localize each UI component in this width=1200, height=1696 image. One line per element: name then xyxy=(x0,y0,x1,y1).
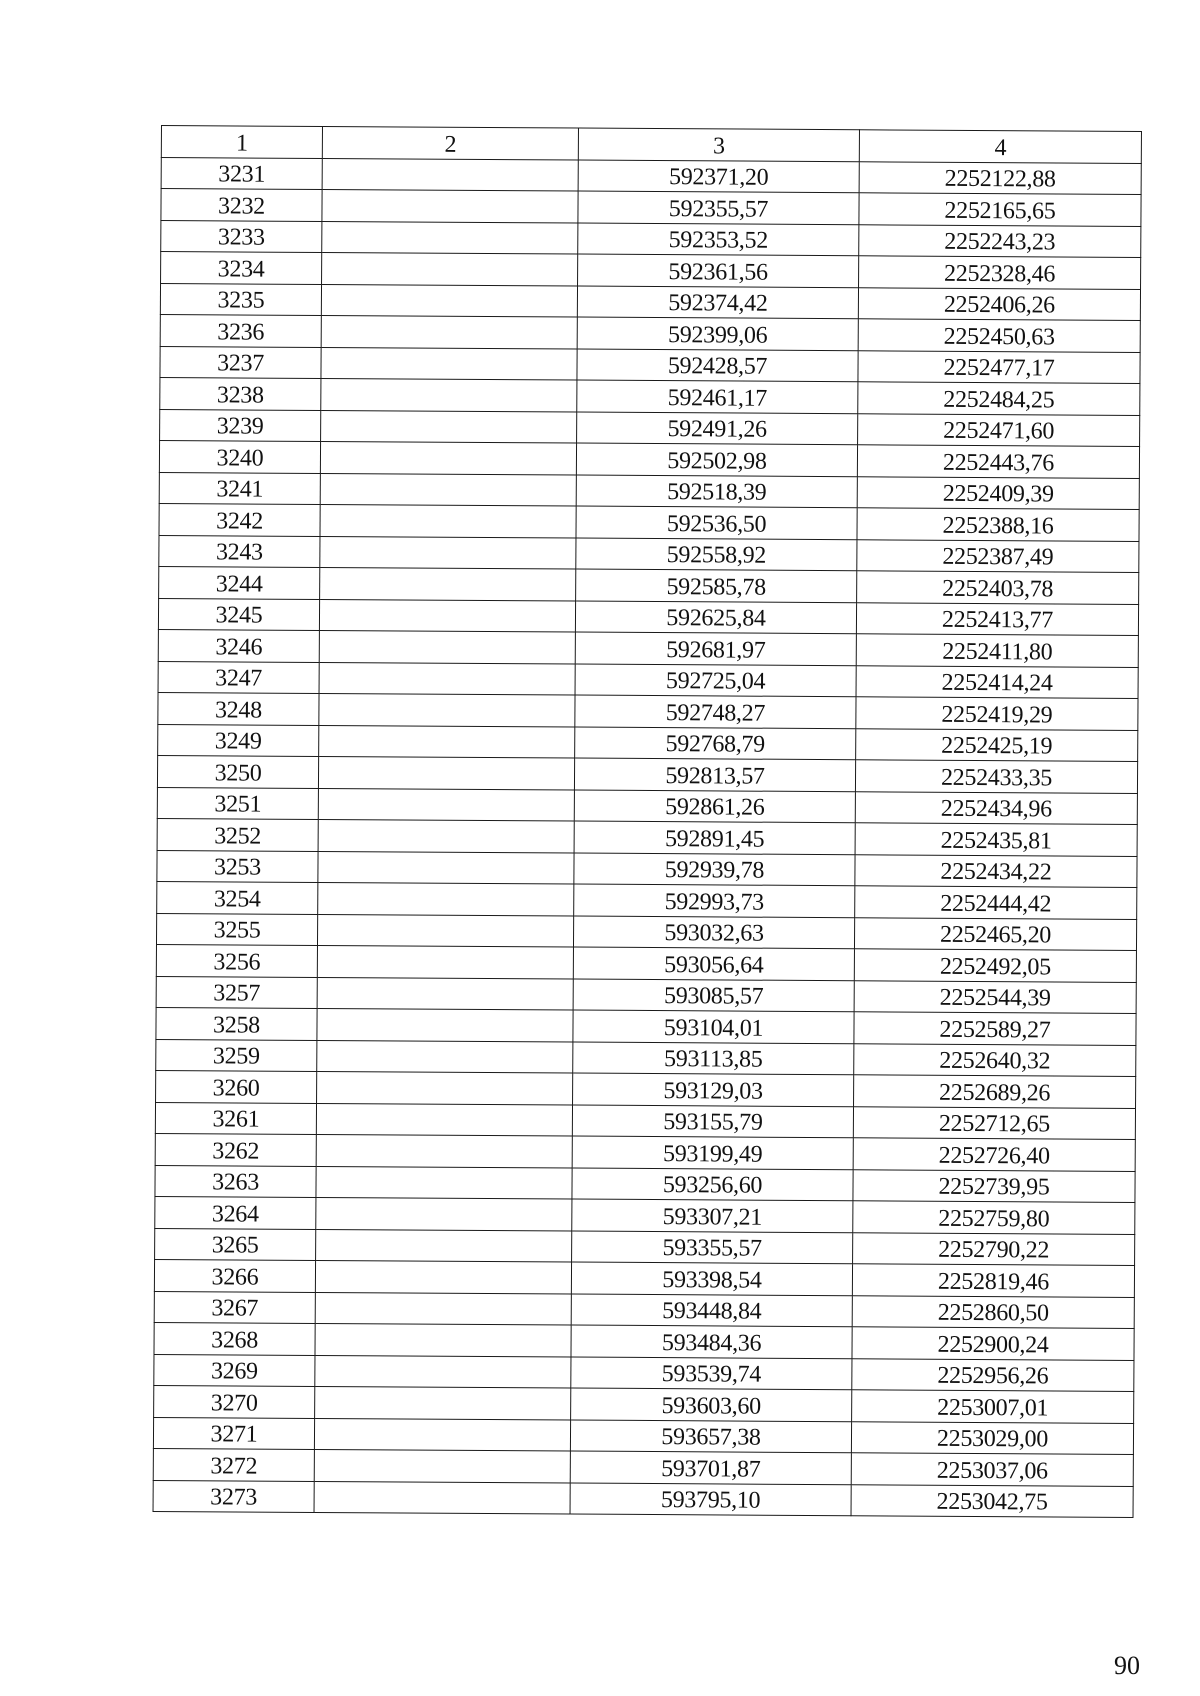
y-coordinate-cell: 2252425,19 xyxy=(856,728,1138,761)
x-coordinate-cell: 593448,84 xyxy=(571,1294,852,1327)
y-coordinate-cell: 2252900,24 xyxy=(852,1327,1134,1360)
y-coordinate-cell: 2252712,65 xyxy=(853,1106,1135,1139)
header-cell-2: 2 xyxy=(322,126,578,159)
y-coordinate-cell: 2252434,22 xyxy=(855,854,1137,887)
table-row xyxy=(153,1480,1133,1517)
empty-cell xyxy=(322,252,578,285)
y-coordinate-cell: 2252759,80 xyxy=(853,1201,1135,1234)
point-number-cell: 3234 xyxy=(161,252,322,284)
y-coordinate-cell: 2252484,25 xyxy=(858,382,1140,415)
point-number-cell: 3243 xyxy=(159,535,320,567)
coordinates-table xyxy=(153,125,1142,1518)
point-number-cell: 3260 xyxy=(156,1070,317,1102)
point-number-cell: 3235 xyxy=(160,283,321,315)
y-coordinate-cell: 2252443,76 xyxy=(857,445,1139,478)
point-number-cell: 3269 xyxy=(154,1354,315,1386)
y-coordinate-cell: 2252450,63 xyxy=(858,319,1140,352)
x-coordinate-cell: 593307,21 xyxy=(572,1199,853,1232)
empty-cell xyxy=(321,378,577,411)
empty-cell xyxy=(317,914,573,947)
x-coordinate-cell: 593603,60 xyxy=(571,1388,852,1421)
point-number-cell: 3255 xyxy=(156,913,317,945)
y-coordinate-cell: 2252414,24 xyxy=(856,665,1138,698)
point-number-cell: 3247 xyxy=(158,661,319,693)
point-number-cell: 3239 xyxy=(160,409,321,441)
point-number-cell: 3252 xyxy=(157,818,318,850)
point-number-cell: 3237 xyxy=(160,346,321,378)
y-coordinate-cell: 2252689,26 xyxy=(854,1075,1136,1108)
point-number-cell: 3267 xyxy=(154,1291,315,1323)
x-coordinate-cell: 593129,03 xyxy=(573,1073,854,1106)
header-cell-1: 1 xyxy=(161,126,322,158)
x-coordinate-cell: 592768,79 xyxy=(575,727,856,760)
x-coordinate-cell: 592585,78 xyxy=(576,569,857,602)
empty-cell xyxy=(316,1166,572,1199)
empty-cell xyxy=(315,1260,571,1293)
point-number-cell: 3270 xyxy=(154,1385,315,1417)
point-number-cell: 3254 xyxy=(157,881,318,913)
x-coordinate-cell: 592681,97 xyxy=(575,632,856,665)
y-coordinate-cell: 2252477,17 xyxy=(858,350,1140,383)
empty-cell xyxy=(316,1103,572,1136)
y-coordinate-cell: 2252434,96 xyxy=(855,791,1137,824)
empty-cell xyxy=(320,473,576,506)
x-coordinate-cell: 593701,87 xyxy=(570,1451,851,1484)
point-number-cell: 3271 xyxy=(153,1417,314,1449)
y-coordinate-cell: 2252403,78 xyxy=(857,571,1139,604)
x-coordinate-cell: 593032,63 xyxy=(573,916,854,949)
point-number-cell: 3259 xyxy=(156,1039,317,1071)
x-coordinate-cell: 592813,57 xyxy=(574,758,855,791)
y-coordinate-cell: 2252790,22 xyxy=(853,1232,1135,1265)
empty-cell xyxy=(321,410,577,443)
empty-cell xyxy=(318,756,574,789)
x-coordinate-cell: 592748,27 xyxy=(575,695,856,728)
empty-cell xyxy=(319,662,575,695)
point-number-cell: 3253 xyxy=(157,850,318,882)
point-number-cell: 3262 xyxy=(155,1133,316,1165)
x-coordinate-cell: 593539,74 xyxy=(571,1357,852,1390)
x-coordinate-cell: 592491,26 xyxy=(577,412,858,445)
empty-cell xyxy=(315,1292,571,1325)
x-coordinate-cell: 592536,50 xyxy=(576,506,857,539)
x-coordinate-cell: 592861,26 xyxy=(574,790,855,823)
x-coordinate-cell: 592891,45 xyxy=(574,821,855,854)
y-coordinate-cell: 2252387,49 xyxy=(857,539,1139,572)
point-number-cell: 3246 xyxy=(158,629,319,661)
empty-cell xyxy=(315,1355,571,1388)
y-coordinate-cell: 2253037,06 xyxy=(851,1453,1133,1486)
y-coordinate-cell: 2252492,05 xyxy=(854,949,1136,982)
empty-cell xyxy=(319,725,575,758)
y-coordinate-cell: 2253029,00 xyxy=(851,1421,1133,1454)
y-coordinate-cell: 2252465,20 xyxy=(854,917,1136,950)
x-coordinate-cell: 592353,52 xyxy=(578,223,859,256)
point-number-cell: 3233 xyxy=(161,220,322,252)
empty-cell xyxy=(321,347,577,380)
x-coordinate-cell: 592355,57 xyxy=(578,191,859,224)
point-number-cell: 3248 xyxy=(158,692,319,724)
empty-cell xyxy=(315,1386,571,1419)
x-coordinate-cell: 593657,38 xyxy=(570,1420,851,1453)
x-coordinate-cell: 592558,92 xyxy=(576,538,857,571)
x-coordinate-cell: 593256,60 xyxy=(572,1168,853,1201)
x-coordinate-cell: 592725,04 xyxy=(575,664,856,697)
empty-cell xyxy=(317,1071,573,1104)
point-number-cell: 3256 xyxy=(156,944,317,976)
x-coordinate-cell: 592993,73 xyxy=(574,884,855,917)
y-coordinate-cell: 2252122,88 xyxy=(859,161,1141,194)
y-coordinate-cell: 2252589,27 xyxy=(854,1012,1136,1045)
y-coordinate-cell: 2252411,80 xyxy=(856,634,1138,667)
empty-cell xyxy=(316,1197,572,1230)
empty-cell xyxy=(318,882,574,915)
empty-cell xyxy=(320,536,576,569)
header-cell-4: 4 xyxy=(859,130,1141,163)
y-coordinate-cell: 2252409,39 xyxy=(857,476,1139,509)
y-coordinate-cell: 2252726,40 xyxy=(853,1138,1135,1171)
empty-cell xyxy=(317,1008,573,1041)
empty-cell xyxy=(318,819,574,852)
point-number-cell: 3249 xyxy=(158,724,319,756)
point-number-cell: 3257 xyxy=(156,976,317,1008)
x-coordinate-cell: 592361,56 xyxy=(578,254,859,287)
y-coordinate-cell: 2252544,39 xyxy=(854,980,1136,1013)
point-number-cell: 3258 xyxy=(156,1007,317,1039)
point-number-cell: 3232 xyxy=(161,189,322,221)
x-coordinate-cell: 593113,85 xyxy=(573,1042,854,1075)
x-coordinate-cell: 592399,06 xyxy=(577,317,858,350)
empty-cell xyxy=(318,788,574,821)
y-coordinate-cell: 2252956,26 xyxy=(852,1358,1134,1391)
x-coordinate-cell: 593355,57 xyxy=(572,1231,853,1264)
y-coordinate-cell: 2252388,16 xyxy=(857,508,1139,541)
empty-cell xyxy=(317,977,573,1010)
y-coordinate-cell: 2252406,26 xyxy=(858,287,1140,320)
point-number-cell: 3266 xyxy=(154,1259,315,1291)
empty-cell xyxy=(322,158,578,191)
point-number-cell: 3261 xyxy=(155,1102,316,1134)
empty-cell xyxy=(321,315,577,348)
x-coordinate-cell: 592428,57 xyxy=(577,349,858,382)
empty-cell xyxy=(318,851,574,884)
empty-cell xyxy=(319,630,575,663)
empty-cell xyxy=(320,504,576,537)
point-number-cell: 3264 xyxy=(155,1196,316,1228)
y-coordinate-cell: 2252860,50 xyxy=(852,1295,1134,1328)
point-number-cell: 3263 xyxy=(155,1165,316,1197)
page-number: 90 xyxy=(1114,1651,1140,1680)
y-coordinate-cell: 2252640,32 xyxy=(854,1043,1136,1076)
point-number-cell: 3251 xyxy=(157,787,318,819)
empty-cell xyxy=(319,599,575,632)
empty-cell xyxy=(320,441,576,474)
y-coordinate-cell: 2252435,81 xyxy=(855,823,1137,856)
y-coordinate-cell: 2253042,75 xyxy=(851,1484,1133,1517)
empty-cell xyxy=(314,1418,570,1451)
point-number-cell: 3240 xyxy=(159,440,320,472)
y-coordinate-cell: 2252471,60 xyxy=(858,413,1140,446)
empty-cell xyxy=(321,284,577,317)
empty-cell xyxy=(317,945,573,978)
x-coordinate-cell: 593104,01 xyxy=(573,1010,854,1043)
point-number-cell: 3265 xyxy=(155,1228,316,1260)
x-coordinate-cell: 592518,39 xyxy=(576,475,857,508)
empty-cell xyxy=(316,1134,572,1167)
empty-cell xyxy=(317,1040,573,1073)
y-coordinate-cell: 2252819,46 xyxy=(852,1264,1134,1297)
empty-cell xyxy=(319,693,575,726)
empty-cell xyxy=(322,221,578,254)
empty-cell xyxy=(314,1481,570,1514)
empty-cell xyxy=(320,567,576,600)
y-coordinate-cell: 2252413,77 xyxy=(856,602,1138,635)
point-number-cell: 3244 xyxy=(159,566,320,598)
x-coordinate-cell: 593085,57 xyxy=(573,979,854,1012)
point-number-cell: 3231 xyxy=(161,157,322,189)
x-coordinate-cell: 592939,78 xyxy=(574,853,855,886)
x-coordinate-cell: 592502,98 xyxy=(576,443,857,476)
x-coordinate-cell: 592374,42 xyxy=(577,286,858,319)
x-coordinate-cell: 592371,20 xyxy=(578,160,859,193)
point-number-cell: 3250 xyxy=(157,755,318,787)
y-coordinate-cell: 2252433,35 xyxy=(855,760,1137,793)
point-number-cell: 3272 xyxy=(153,1448,314,1480)
y-coordinate-cell: 2252243,23 xyxy=(859,224,1141,257)
y-coordinate-cell: 2252444,42 xyxy=(855,886,1137,919)
point-number-cell: 3238 xyxy=(160,377,321,409)
point-number-cell: 3241 xyxy=(159,472,320,504)
y-coordinate-cell: 2252419,29 xyxy=(856,697,1138,730)
point-number-cell: 3236 xyxy=(160,314,321,346)
y-coordinate-cell: 2252328,46 xyxy=(859,256,1141,289)
y-coordinate-cell: 2252165,65 xyxy=(859,193,1141,226)
x-coordinate-cell: 593484,36 xyxy=(571,1325,852,1358)
header-cell-3: 3 xyxy=(578,128,859,161)
y-coordinate-cell: 2253007,01 xyxy=(852,1390,1134,1423)
x-coordinate-cell: 593155,79 xyxy=(572,1105,853,1138)
point-number-cell: 3242 xyxy=(159,503,320,535)
empty-cell xyxy=(322,189,578,222)
x-coordinate-cell: 593398,54 xyxy=(571,1262,852,1295)
x-coordinate-cell: 593199,49 xyxy=(572,1136,853,1169)
empty-cell xyxy=(316,1229,572,1262)
x-coordinate-cell: 592461,17 xyxy=(577,380,858,413)
x-coordinate-cell: 593056,64 xyxy=(573,947,854,980)
point-number-cell: 3245 xyxy=(158,598,319,630)
point-number-cell: 3268 xyxy=(154,1322,315,1354)
y-coordinate-cell: 2252739,95 xyxy=(853,1169,1135,1202)
table-body xyxy=(153,126,1141,1518)
empty-cell xyxy=(314,1449,570,1482)
x-coordinate-cell: 592625,84 xyxy=(575,601,856,634)
point-number-cell: 3273 xyxy=(153,1480,314,1512)
empty-cell xyxy=(315,1323,571,1356)
x-coordinate-cell: 593795,10 xyxy=(570,1483,851,1516)
